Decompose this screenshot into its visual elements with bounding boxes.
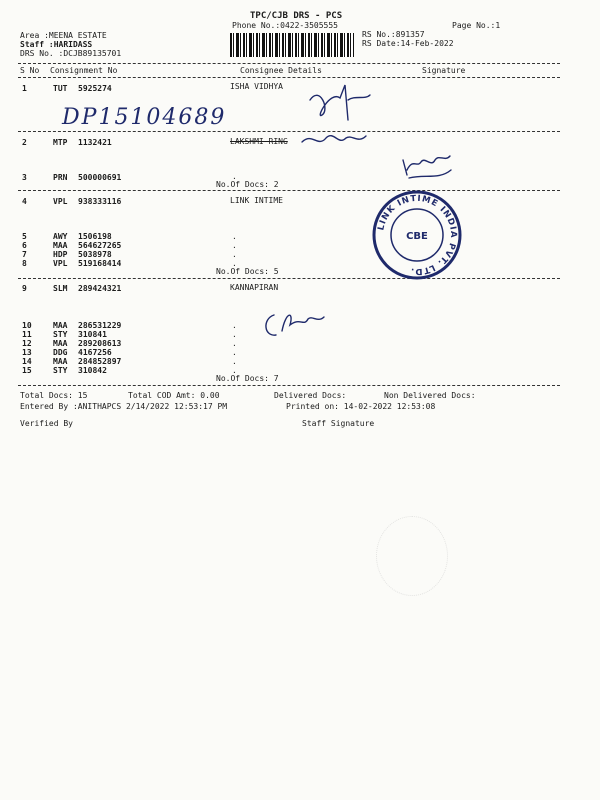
company-stamp [371, 189, 463, 281]
dot-marker: . [232, 357, 237, 366]
page-number: Page No.:1 [452, 21, 501, 30]
col-signature: Signature [422, 66, 466, 75]
signature-row-9 [260, 305, 330, 345]
row-sno: 11 [22, 330, 32, 339]
row-code: SLM [53, 284, 68, 293]
signature-row-1 [300, 80, 380, 135]
row-sno: 1 [22, 84, 27, 93]
row-code: STY [53, 330, 68, 339]
stamp-center-text: CBE [406, 231, 428, 242]
signature-row-3 [395, 140, 455, 185]
staff-signature: Staff Signature [302, 419, 375, 428]
row-num: 289208613 [78, 339, 122, 348]
dot-marker: . [232, 172, 237, 181]
divider [18, 190, 560, 191]
row-num: 519168414 [78, 259, 122, 268]
row-code: MAA [53, 357, 68, 366]
row-code: AWY [53, 232, 68, 241]
row-consignee: LINK INTIME [230, 196, 283, 205]
row-code: HDP [53, 250, 68, 259]
row-num: 1132421 [78, 138, 112, 147]
row-code: MAA [53, 321, 68, 330]
dot-marker: . [232, 348, 237, 357]
row-num: 1506198 [78, 232, 112, 241]
dot-marker: . [232, 366, 237, 375]
dot-marker: . [232, 232, 237, 241]
row-sno: 8 [22, 259, 27, 268]
dot-marker: . [232, 339, 237, 348]
row-sno: 6 [22, 241, 27, 250]
row-num: 4167256 [78, 348, 112, 357]
row-code: MAA [53, 339, 68, 348]
col-consignment: Consignment No [50, 66, 118, 75]
col-sno: S No [20, 66, 40, 75]
total-cod: Total COD Amt: 0.00 [128, 391, 220, 400]
delivered-docs: Delivered Docs: [274, 391, 347, 400]
staff-label: Staff :HARIDASS [20, 40, 93, 49]
total-docs: Total Docs: 15 [20, 391, 88, 400]
row-sno: 15 [22, 366, 32, 375]
dot-marker: . [232, 241, 237, 250]
divider [18, 77, 560, 78]
row-sno: 5 [22, 232, 27, 241]
row-sno: 9 [22, 284, 27, 293]
area-label: Area :MEENA ESTATE [20, 31, 107, 40]
row-code: VPL [53, 197, 68, 206]
row-num: 500000691 [78, 173, 122, 182]
row-sno: 14 [22, 357, 32, 366]
row-code: STY [53, 366, 68, 375]
rs-date: RS Date:14-Feb-2022 [362, 39, 454, 48]
row-sno: 10 [22, 321, 32, 330]
row-num: 5925274 [78, 84, 112, 93]
row-num: 284852897 [78, 357, 122, 366]
signature-row-2 [300, 130, 370, 150]
row-num: 286531229 [78, 321, 122, 330]
docs-count: No.Of Docs: 2 [216, 180, 279, 189]
row-sno: 3 [22, 173, 27, 182]
stamp-ring-text: LINK INTIME INDIA PVT. LTD. [376, 193, 459, 277]
row-sno: 13 [22, 348, 32, 357]
row-code: PRN [53, 173, 68, 182]
verified-by: Verified By [20, 419, 73, 428]
row-consignee: KANNAPIRAN [230, 283, 279, 292]
row-code: MTP [53, 138, 68, 147]
row-code: VPL [53, 259, 68, 268]
handwritten-consignment-number: DP15104689 [62, 105, 227, 130]
col-consignee: Consignee Details [240, 66, 322, 75]
divider [18, 385, 560, 386]
doc-title: TPC/CJB DRS - PCS [250, 11, 343, 21]
dot-marker: . [232, 250, 237, 259]
dot-marker: . [232, 330, 237, 339]
divider [18, 278, 560, 279]
drs-number: DRS No. :DCJB89135701 [20, 49, 122, 58]
row-sno: 12 [22, 339, 32, 348]
row-num: 310841 [78, 330, 107, 339]
printed-on: Printed on: 14-02-2022 12:53:08 [286, 402, 436, 411]
dot-marker: . [232, 321, 237, 330]
row-code: DDG [53, 348, 68, 357]
row-num: 289424321 [78, 284, 122, 293]
row-sno: 7 [22, 250, 27, 259]
row-num: 938333116 [78, 197, 122, 206]
barcode [230, 33, 354, 57]
row-num: 564627265 [78, 241, 122, 250]
docs-count: No.Of Docs: 7 [216, 374, 279, 383]
docs-count: No.Of Docs: 5 [216, 267, 279, 276]
phone-number: Phone No.:0422-3505555 [232, 21, 338, 30]
row-sno: 4 [22, 197, 27, 206]
row-code: MAA [53, 241, 68, 250]
row-consignee: ISHA VIDHYA [230, 82, 283, 91]
rs-number: RS No.:891357 [362, 30, 425, 39]
row-code: TUT [53, 84, 68, 93]
entered-by: Entered By :ANITHAPCS 2/14/2022 12:53:17 PM [20, 402, 228, 411]
row-num: 310842 [78, 366, 107, 375]
dot-marker: . [232, 259, 237, 268]
row-num: 5038978 [78, 250, 112, 259]
divider [18, 63, 560, 64]
row-sno: 2 [22, 138, 27, 147]
row-consignee: LAKSHMI RING [230, 137, 288, 146]
faint-stamp-impression [376, 516, 448, 596]
non-delivered-docs: Non Delivered Docs: [384, 391, 476, 400]
divider [18, 131, 560, 132]
